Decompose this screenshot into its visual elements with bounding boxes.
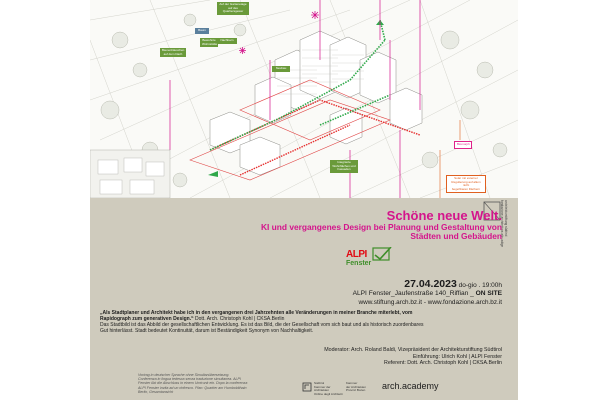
annotation-tag-solar: Solar mit externer Regulierung auf allem nicht begehbaren Dächern [446,175,486,193]
venue-address: ALPI Fenster_Jaufenstraße 140_Riffian _ [352,290,474,297]
chamber-logo-text: Südtirol Kammer der Architekten Ordine degli Architetti [314,381,343,396]
logo-fenster-text: Fenster [346,260,372,267]
annotation-tag-integrated-facades: Integrierte Wohnflächen und Fassaden [330,160,358,173]
credits-block [324,347,502,367]
event-subtitle: KI und vergangenes Design bei Planung und Gestaltung von Städten und Gebäuden [260,222,502,241]
event-title: Schöne neue Welt. [386,208,502,223]
quote-bold: „Als Stadtplaner und Architekt habe ich in den vergangenen drei Jahrzehnten alle Veränderungen in meiner Branche miterlebt, vom Rapidograph zum generativen Design.“ [100,310,413,322]
date-value: 27.04.2023 [404,278,457,290]
arch-academy-logo: arch.academy [382,381,439,391]
annotation-tag-residential: Bewohnte Wohnstätte [202,38,218,46]
quote-body: Das Stadtbild ist das Abbild der gesellschaftlichen Entwicklung. Es ist das Bild, die der Gesellschaft vom sich baut und als historisch zuordenbares Gut hinterlässt. Stadt bedeutet Kontinuität, darum ist Beständigkeit Synonym von Nachhaltigkeit. [100,322,424,334]
check-icon [372,247,392,263]
logo-alpi-text: ALPI [346,249,367,260]
credit-speaker: Referent: Dott. Arch. Christoph Kohl | CKSA.Berlin [384,360,502,367]
annotation-tag-biomorph: Biomorph [454,141,472,149]
venue-on-site: ON SITE [473,290,502,297]
foundation-name: architekturstiftung südtirol fondazione architettura alto adige [500,200,508,248]
annotation-tag-bee-houses: Bienenhäuschen auf dem Dach [162,48,185,56]
event-venue [353,290,502,297]
event-date [404,278,502,290]
alpi-fenster-logo [346,247,392,277]
annotation-tag-tree: Baum [195,28,209,34]
axonometric-plan-drawing [90,0,518,198]
credit-moderator: Moderator: Arch. Roland Baldi, Vizepräsident der Architekturstiftung Südtirol [324,347,502,353]
quote-block [100,310,430,334]
chamber-logo-text-2: Kammer der Architekten Provinz Bozen [346,381,367,393]
footer-note: Vortrag in deutscher Sprache ohne Simultanübersetzung. Conferenza in lingua tedesca senza traduzione simultanea. ALPI Fenster übt die Abschluss in einem Umtrunk ein. Dopo la conferenza ALPI Fenster invita ad un rinfresco. Plan: Quartier am Humboldthain Berlin, Gesamtansicht [138,373,248,394]
annotation-tag-garden-level: Auf der Gartenetage auf des Quartiersgewer [217,2,249,15]
annotation-tag-neighbours: Nachbarn [217,38,237,44]
event-time: do-gio . 19:00h [456,282,502,289]
annotation-tag-new-building: Neubau [272,66,290,72]
quote-attribution: Dott. Arch. Christoph Kohl | CKSA.Berlin [193,316,285,322]
credit-introduction: Einführung: Ulrich Kohl | ALPI Fenster [412,353,502,360]
poster [90,0,518,400]
event-urls[interactable]: www.stiftung.arch.bz.it - www.fondazione.arch.bz.it [358,299,502,306]
urban-plan-illustration [90,0,518,198]
